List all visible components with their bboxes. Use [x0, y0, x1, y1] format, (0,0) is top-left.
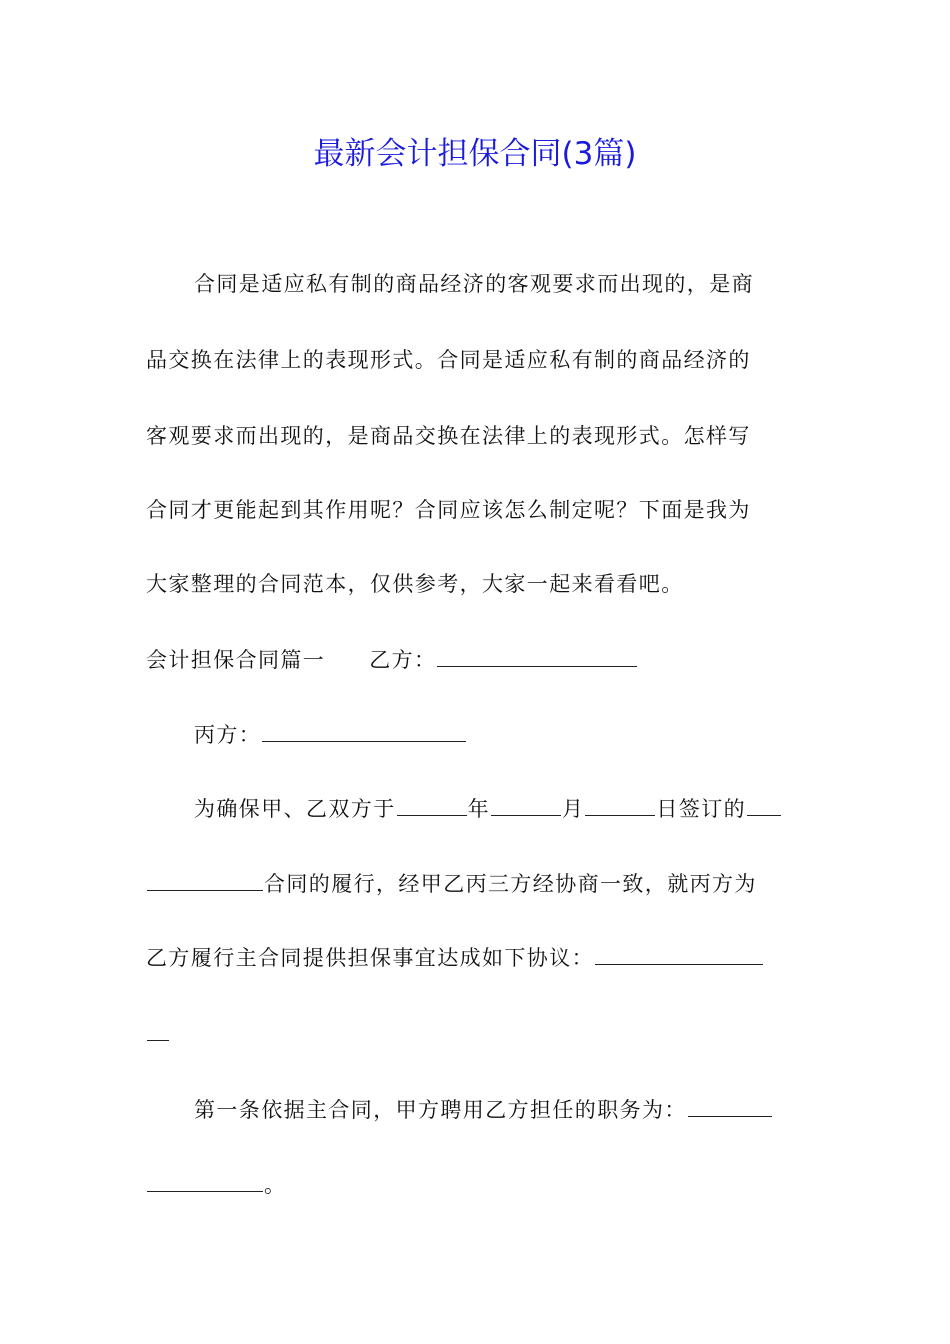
para1-line-1	[194, 794, 782, 824]
article1-line-2	[146, 1170, 286, 1200]
month-label: 月	[562, 797, 585, 821]
para1-line-2	[146, 869, 757, 899]
para1-line-4	[146, 1019, 170, 1049]
para1-line3-text: 乙方履行主合同提供担保事宜达成如下协议：	[146, 946, 594, 970]
day-blank	[585, 797, 655, 816]
party-c-line	[194, 720, 467, 750]
article1-end: 。	[264, 1173, 287, 1197]
intro-line-5: 大家整理的合同范本，仅供参考，大家一起来看看吧。	[146, 572, 684, 596]
section-heading: 会计担保合同篇一	[146, 648, 326, 672]
para1-prefix: 为确保甲、乙双方于	[194, 797, 396, 821]
party-c-label: 丙方：	[194, 723, 262, 747]
agreement-blank-end	[147, 1022, 169, 1041]
section-heading-line	[146, 645, 638, 675]
day-label: 日签订的	[656, 797, 747, 821]
contract-name-blank-end	[147, 872, 263, 891]
intro-line-3: 客观要求而出现的，是商品交换在法律上的表现形式。怎样写	[146, 424, 751, 448]
year-label: 年	[467, 797, 491, 821]
article1-line-1	[194, 1095, 773, 1125]
party-b-blank	[437, 648, 637, 667]
intro-line-2: 品交换在法律上的表现形式。合同是适应私有制的商品经济的	[146, 348, 751, 372]
article1-text: 第一条依据主合同，甲方聘用乙方担任的职务为：	[194, 1098, 687, 1122]
month-blank	[491, 797, 561, 816]
agreement-blank-start	[595, 946, 763, 965]
position-blank-start	[688, 1098, 772, 1117]
party-b-label: 乙方：	[369, 648, 437, 672]
para1-line-3	[146, 943, 764, 973]
intro-line-4: 合同才更能起到其作用呢？合同应该怎么制定呢？下面是我为	[146, 498, 751, 522]
para1-line2-text: 合同的履行，经甲乙丙三方经协商一致，就丙方为	[264, 872, 757, 896]
contract-name-blank-start	[747, 797, 781, 816]
year-blank	[397, 797, 467, 816]
position-blank-end	[147, 1173, 263, 1192]
intro-line-1: 合同是适应私有制的商品经济的客观要求而出现的，是商	[194, 272, 754, 296]
document-title: 最新会计担保合同(3篇)	[313, 136, 637, 172]
party-c-blank	[262, 723, 466, 742]
